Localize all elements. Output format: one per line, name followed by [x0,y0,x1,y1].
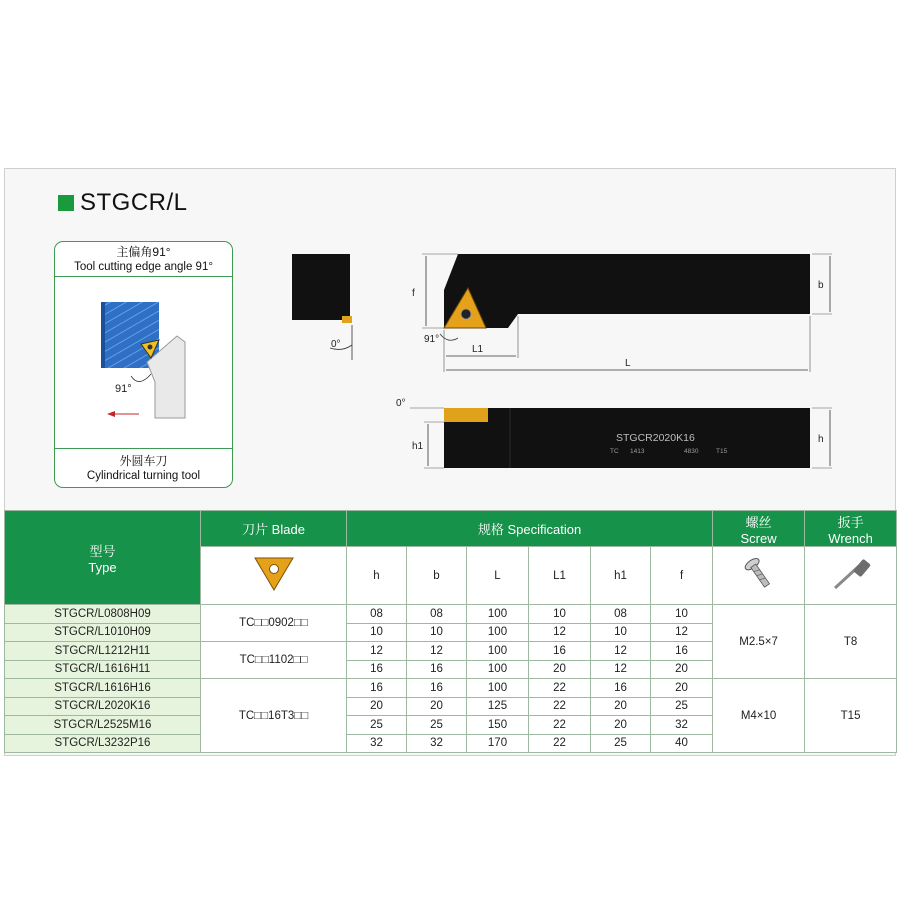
cell-L: 150 [467,716,529,735]
angle-91-label: 91° [424,334,440,345]
angle-label-en: Tool cutting edge angle 91° [74,261,213,273]
triangle-insert-icon [251,554,297,594]
engraving-small-1: TC [610,448,619,455]
wrench-header [805,511,897,547]
cell-h1: 25 [591,734,651,753]
cell-f: 25 [651,697,713,716]
wrench-header-cn: 扳手 [837,514,864,530]
engraving-small-2: 1413 [630,448,645,455]
col-L1-header: L1 [529,547,591,605]
cell-h: 08 [347,605,407,624]
cell-L1: 12 [529,623,591,642]
angle-label-cn: 主偏角91° [116,245,171,259]
col-b-header: b [407,547,467,605]
table-row [5,605,897,624]
cell-L1: 16 [529,642,591,661]
type-cell: STGCR/L0808H09 [5,605,201,624]
type-cell: STGCR/L2525M16 [5,716,201,735]
cell-f: 12 [651,623,713,642]
cell-L1: 22 [529,697,591,716]
cell-h: 10 [347,623,407,642]
cell-h: 20 [347,697,407,716]
cell-h1: 12 [591,642,651,661]
side-insert-shape [444,408,488,422]
wrench-cell: T15 [805,679,897,753]
cell-f: 32 [651,716,713,735]
cell-h: 16 [347,660,407,679]
tool-label-en: Cylindrical turning tool [86,470,201,482]
col-h-header: h [347,547,407,605]
cell-b: 16 [407,660,467,679]
page-title: STGCR/L [80,189,188,216]
spec-table [4,510,897,753]
col-f-header: f [651,547,713,605]
type-cell: STGCR/L1616H11 [5,660,201,679]
cell-f: 40 [651,734,713,753]
cell-h1: 10 [591,623,651,642]
cell-L1: 22 [529,679,591,698]
cell-f: 16 [651,642,713,661]
table-row [5,679,897,698]
dim-L1-label: L1 [472,344,484,355]
top-view [412,254,832,372]
cell-h: 25 [347,716,407,735]
type-cell: STGCR/L3232P16 [5,734,201,753]
side-view [396,398,832,468]
col-L-header: L [467,547,529,605]
blade-image-cell [201,547,347,605]
cell-h: 32 [347,734,407,753]
cell-L1: 22 [529,734,591,753]
cell-b: 12 [407,642,467,661]
type-header-en: Type [88,559,117,575]
screw-header-en: Screw [740,530,777,546]
cell-h1: 20 [591,697,651,716]
cell-b: 08 [407,605,467,624]
wrench-icon [829,554,873,594]
screw-icon [744,554,774,594]
dim-h1-label: h1 [412,441,424,452]
dim-L-label: L [625,358,631,369]
blade-cell: TC□□0902□□ [201,605,347,642]
type-cell: STGCR/L1616H16 [5,679,201,698]
cell-f: 10 [651,605,713,624]
cell-f: 20 [651,679,713,698]
spec-header: 规格 Specification [347,511,713,547]
blade-cell: TC□□16T3□□ [201,679,347,753]
dim-h-label: h [818,434,824,445]
screw-cell: M4×10 [713,679,805,753]
blade-cell: TC□□1102□□ [201,642,347,679]
type-cell: STGCR/L1212H11 [5,642,201,661]
screw-header [713,511,805,547]
screw-cell: M2.5×7 [713,605,805,679]
col-h1-header: h1 [591,547,651,605]
diagram-angle-label: 91° [115,383,132,395]
cell-L: 100 [467,660,529,679]
cell-b: 25 [407,716,467,735]
cell-b: 10 [407,623,467,642]
tool-label-cn: 外圆车刀 [119,454,168,468]
cell-h1: 12 [591,660,651,679]
side-angle-label: 0° [396,398,406,409]
cell-L: 100 [467,679,529,698]
cell-L: 100 [467,623,529,642]
cell-L: 125 [467,697,529,716]
screw-image-cell [713,547,805,605]
cell-L1: 10 [529,605,591,624]
engraving-text: STGCR2020K16 [616,432,695,444]
cell-L: 100 [467,642,529,661]
front-angle-label: 0° [331,339,341,350]
cell-L: 100 [467,605,529,624]
cell-L1: 20 [529,660,591,679]
cell-b: 16 [407,679,467,698]
cell-L: 170 [467,734,529,753]
type-cell: STGCR/L1010H09 [5,623,201,642]
cell-h: 12 [347,642,407,661]
wrench-image-cell [805,547,897,605]
type-cell: STGCR/L2020K16 [5,697,201,716]
cell-h1: 08 [591,605,651,624]
cell-h1: 16 [591,679,651,698]
front-view [292,254,352,360]
screw-header-cn: 螺丝 [745,514,772,530]
dim-b-label: b [818,280,824,291]
cell-f: 20 [651,660,713,679]
dim-f-label: f [412,288,415,299]
cell-L1: 22 [529,716,591,735]
cell-b: 32 [407,734,467,753]
blade-header: 刀片 Blade [201,511,347,547]
engraving-small-3: 4830 [684,448,699,455]
wrench-cell: T8 [805,605,897,679]
cell-h: 16 [347,679,407,698]
engraving-small-4: T15 [716,448,728,455]
cell-h1: 20 [591,716,651,735]
wrench-header-en: Wrench [828,530,873,546]
type-header-cn: 型号 [89,543,116,559]
cell-b: 20 [407,697,467,716]
type-header [5,511,201,605]
